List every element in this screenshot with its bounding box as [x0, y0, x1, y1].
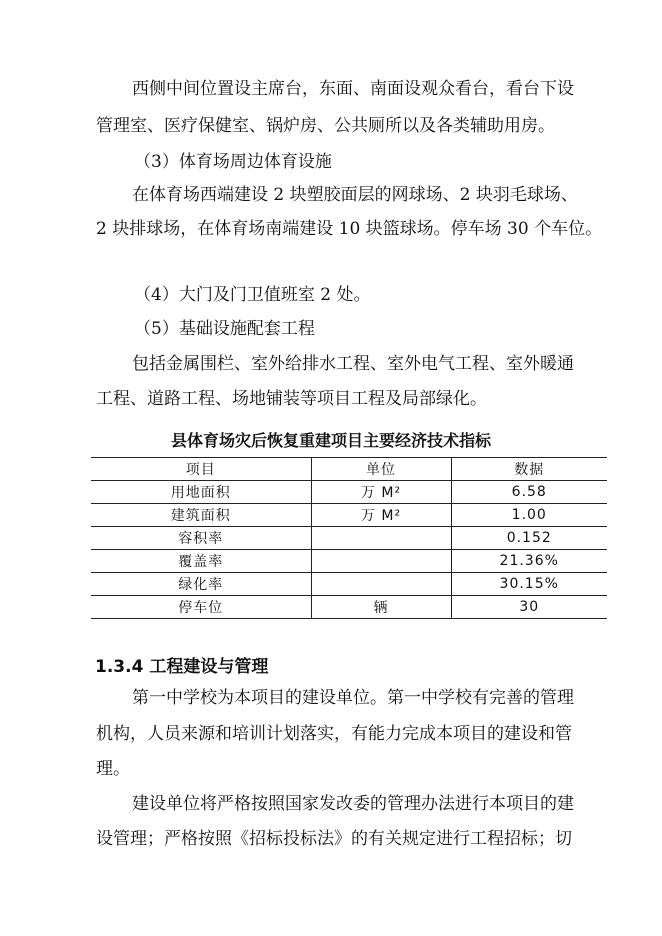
body-text-line: 2 块排球场，在体育场南端建设 10 块篮球场。停车场 30 个车位。: [96, 219, 603, 239]
table-cell: 30.15%: [451, 573, 607, 596]
table-row: [91, 550, 607, 573]
table-title: 县体育场灾后恢复重建项目主要经济技术指标: [170, 431, 491, 450]
table-cell: 容积率: [91, 527, 311, 550]
column-header-item: 项目: [91, 458, 311, 481]
column-header-unit: 单位: [311, 458, 451, 481]
table-cell: [311, 573, 451, 596]
table-cell: 覆盖率: [91, 550, 311, 573]
section-heading: 1.3.4 工程建设与管理: [95, 657, 269, 677]
body-text-line: 设管理；严格按照《招标投标法》的有关规定进行工程招标；切: [96, 829, 572, 849]
table-cell: 1.00: [451, 504, 607, 527]
table-row: [91, 596, 607, 619]
subsection-heading-3: （3）体育场周边体育设施: [134, 152, 332, 172]
table-cell: 6.58: [451, 481, 607, 504]
body-text-line: 机构，人员来源和培训计划落实，有能力完成本项目的建设和管: [96, 724, 572, 744]
body-text-line: 第一中学校为本项目的建设单位。第一中学校有完善的管理: [132, 688, 574, 708]
indicator-table: [91, 457, 607, 619]
subsection-heading-4: （4）大门及门卫值班室 2 处。: [134, 285, 371, 305]
table-header-row: [91, 458, 607, 481]
table-cell: 辆: [311, 596, 451, 619]
table-cell: [311, 550, 451, 573]
body-text-line: 西侧中间位置设主席台，东面、南面设观众看台，看台下设: [132, 79, 574, 99]
table-cell: 30: [451, 596, 607, 619]
table-cell: 用地面积: [91, 481, 311, 504]
body-text-line: 管理室、医疗保健室、锅炉房、公共厕所以及各类辅助用房。: [96, 116, 555, 136]
table-row: [91, 481, 607, 504]
table-cell: 0.152: [451, 527, 607, 550]
body-text-line: 建设单位将严格按照国家发改委的管理办法进行本项目的建: [132, 794, 574, 814]
table-row: [91, 504, 607, 527]
table-cell: [311, 527, 451, 550]
table-row: [91, 573, 607, 596]
body-text-line: 工程、道路工程、场地铺装等项目工程及局部绿化。: [96, 389, 487, 409]
table-cell: 21.36%: [451, 550, 607, 573]
column-header-data: 数据: [451, 458, 607, 481]
table-cell: 停车位: [91, 596, 311, 619]
subsection-heading-5: （5）基础设施配套工程: [134, 319, 315, 339]
table-cell: 建筑面积: [91, 504, 311, 527]
table-cell: 万 M²: [311, 504, 451, 527]
table-cell: 万 M²: [311, 481, 451, 504]
body-text-line: 包括金属围栏、室外给排水工程、室外电气工程、室外暖通: [132, 354, 574, 374]
table-row: [91, 527, 607, 550]
body-text-line: 理。: [96, 759, 130, 779]
body-text-line: 在体育场西端建设 2 块塑胶面层的网球场、2 块羽毛球场、: [132, 185, 578, 205]
table-cell: 绿化率: [91, 573, 311, 596]
